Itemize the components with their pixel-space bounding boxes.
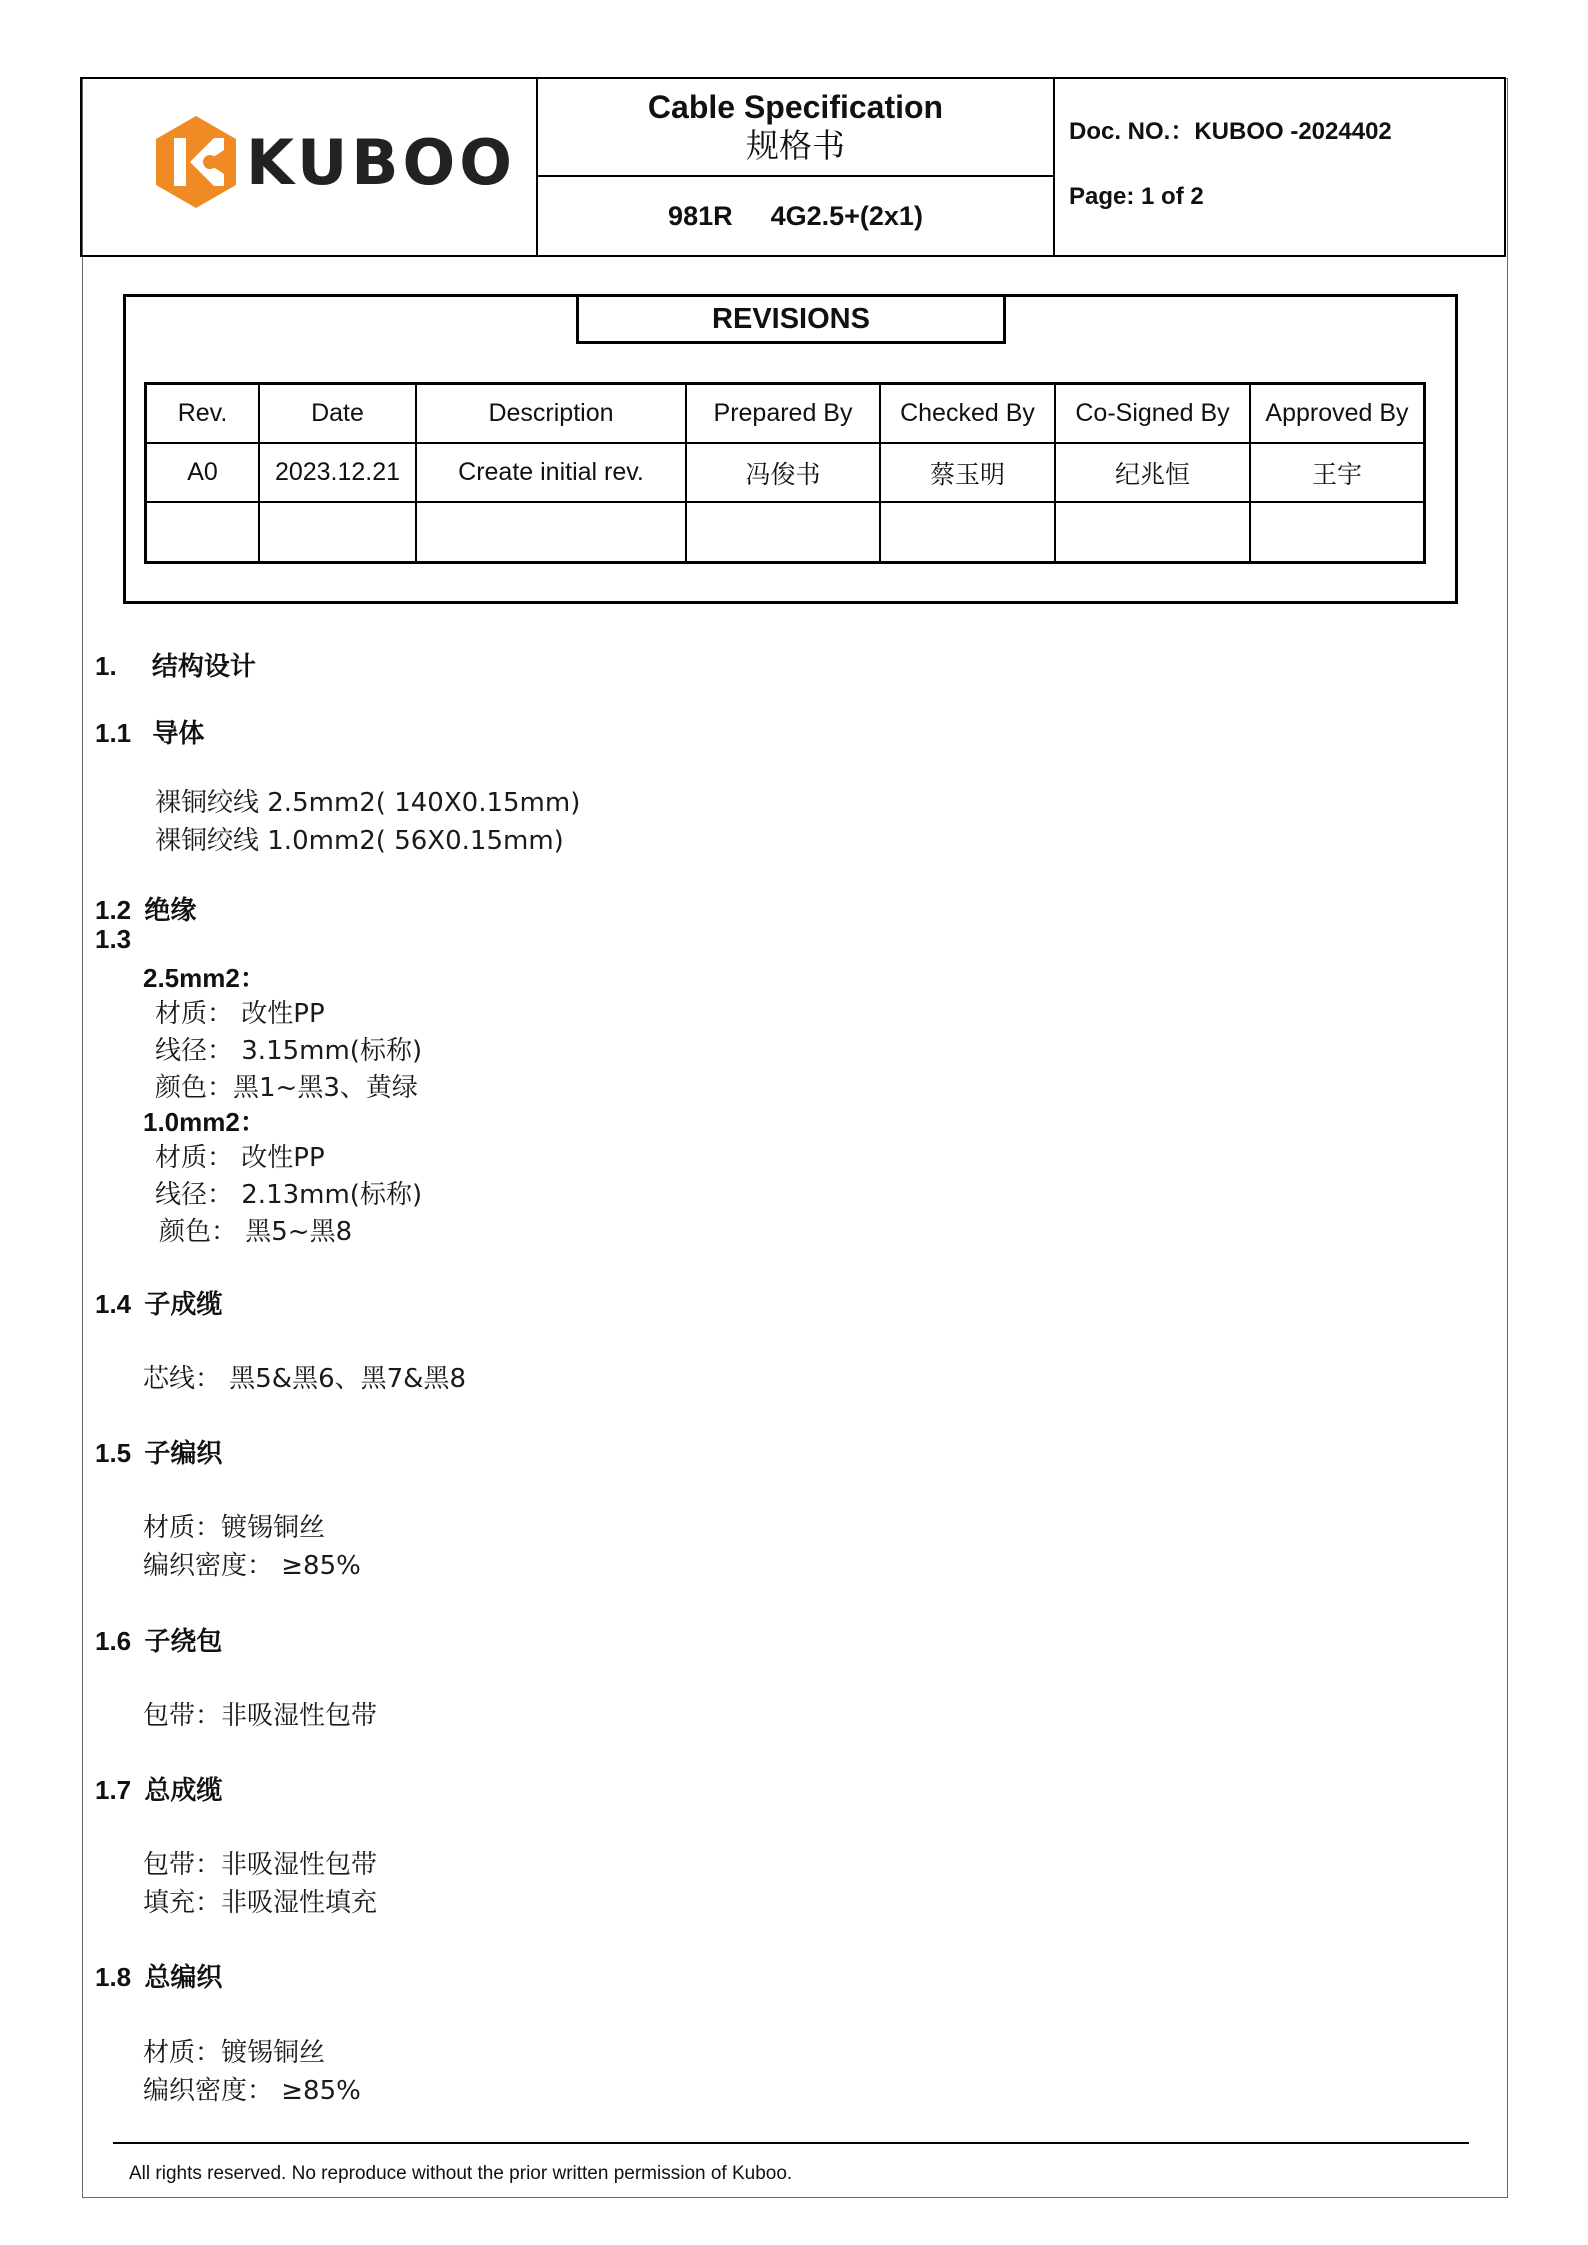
col-approved-by: Approved By: [1250, 384, 1425, 444]
section-title: 总编织: [144, 1963, 223, 1993]
insulation-2-5-material: 材质： 改性PP: [155, 999, 325, 1029]
overall-braid-density: 编织密度： ≥85%: [143, 2076, 361, 2106]
section-number: 1.6: [95, 1626, 132, 1656]
table-row: [146, 443, 1425, 502]
logo-wordmark: KUBOO: [246, 125, 516, 199]
insulation-2-5-title: 2.5mm2：: [143, 963, 266, 993]
cell-empty: [146, 502, 260, 562]
section-number: 1.2: [95, 895, 132, 925]
col-prepared-by: Prepared By: [686, 384, 880, 444]
conductor-line-2: 裸铜绞线 1.0mm2( 56X0.15mm): [155, 826, 564, 856]
sub-cabling-line-1: 芯线： 黑5&黑6、黑7&黑8: [143, 1364, 466, 1394]
section-title: 子成缆: [144, 1290, 223, 1320]
model-code: 981R: [668, 200, 733, 231]
insulation-1-0-material: 材质： 改性PP: [155, 1143, 325, 1173]
overall-braid-material: 材质：镀锡铜丝: [143, 2038, 326, 2068]
cell-empty: [1055, 502, 1250, 562]
section-title: 总成缆: [144, 1776, 223, 1806]
cell-empty: [686, 502, 880, 562]
section-title: 绝缘: [144, 896, 197, 926]
sub-braid-material: 材质：镀锡铜丝: [143, 1513, 326, 1543]
section-number: 1.3: [95, 924, 132, 954]
section-1-2-heading: [95, 890, 196, 927]
overall-cabling-tape: 包带：非吸湿性包带: [143, 1850, 378, 1880]
section-title: 导体: [152, 719, 205, 749]
cell-co-signed-by: 纪兆恒: [1055, 443, 1250, 502]
cell-description: Create initial rev.: [416, 443, 686, 502]
overall-cabling-filler: 填充：非吸湿性填充: [143, 1888, 378, 1918]
doc-title-cn: 规格书: [746, 126, 845, 165]
cell-empty: [880, 502, 1055, 562]
model-block: [538, 177, 1053, 255]
section-1-6-heading: [95, 1621, 222, 1658]
revisions-box: [123, 294, 1458, 604]
cell-checked-by: 蔡玉明: [880, 443, 1055, 502]
cell-prepared-by: 冯俊书: [686, 443, 880, 502]
table-header-row: [146, 384, 1425, 444]
title-cell: [538, 79, 1055, 255]
conductor-line-1: 裸铜绞线 2.5mm2( 140X0.15mm): [155, 788, 581, 818]
insulation-1-0-color: 颜色： 黑5~黑8: [159, 1217, 353, 1247]
sub-wrap-tape: 包带：非吸湿性包带: [143, 1701, 378, 1731]
section-1-5-heading: [95, 1433, 222, 1470]
cell-empty: [1250, 502, 1425, 562]
section-title: 子编织: [144, 1439, 223, 1469]
col-description: Description: [416, 384, 686, 444]
sub-braid-density: 编织密度： ≥85%: [143, 1551, 361, 1581]
section-number: 1.: [95, 651, 117, 681]
section-1-8-heading: [95, 1957, 222, 1994]
company-logo: [152, 114, 516, 210]
revisions-title: REVISIONS: [576, 294, 1006, 344]
col-checked-by: Checked By: [880, 384, 1055, 444]
insulation-1-0-diameter: 线径： 2.13mm(标称): [155, 1180, 423, 1210]
section-1-heading: [95, 646, 256, 683]
section-number: 1.5: [95, 1438, 132, 1468]
table-row: [146, 502, 1425, 562]
section-1-3-heading: [95, 924, 131, 955]
page-info: Page: 1 of 2: [1069, 183, 1204, 210]
revisions-table: [144, 382, 1426, 564]
insulation-2-5-color: 颜色：黑1~黑3、黄绿: [155, 1073, 418, 1103]
section-1-1-heading: [95, 713, 204, 750]
insulation-1-0-title: 1.0mm2：: [143, 1107, 266, 1137]
section-number: 1.8: [95, 1962, 132, 1992]
col-rev: Rev.: [146, 384, 260, 444]
col-date: Date: [259, 384, 416, 444]
col-co-signed-by: Co-Signed By: [1055, 384, 1250, 444]
logo-cell: [82, 79, 538, 255]
copyright-notice: All rights reserved. No reproduce without the prior written permission of Kuboo.: [129, 2163, 793, 2184]
section-number: 1.4: [95, 1289, 132, 1319]
insulation-2-5-diameter: 线径： 3.15mm(标称): [155, 1036, 423, 1066]
doc-number: [1069, 111, 1392, 146]
doc-title-en: Cable Specification: [647, 89, 944, 125]
footer-divider: [113, 2142, 1469, 2144]
document-header: [80, 77, 1506, 257]
section-1-7-heading: [95, 1770, 222, 1807]
doc-number-value: KUBOO -2024402: [1194, 118, 1392, 145]
section-number: 1.1: [95, 718, 132, 748]
cell-date: 2023.12.21: [259, 443, 416, 502]
cell-empty: [259, 502, 416, 562]
model-spec: 4G2.5+(2x1): [770, 200, 923, 231]
doc-info-cell: [1055, 79, 1504, 255]
cell-rev: A0: [146, 443, 260, 502]
section-number: 1.7: [95, 1775, 132, 1805]
cell-approved-by: 王宇: [1250, 443, 1425, 502]
section-title: 子绕包: [144, 1627, 223, 1657]
title-block: [538, 79, 1053, 177]
kuboo-logo-icon: [152, 114, 240, 210]
section-1-4-heading: [95, 1284, 222, 1321]
doc-number-label: Doc. NO.：: [1069, 118, 1195, 145]
section-title: 结构设计: [151, 652, 256, 682]
cell-empty: [416, 502, 686, 562]
